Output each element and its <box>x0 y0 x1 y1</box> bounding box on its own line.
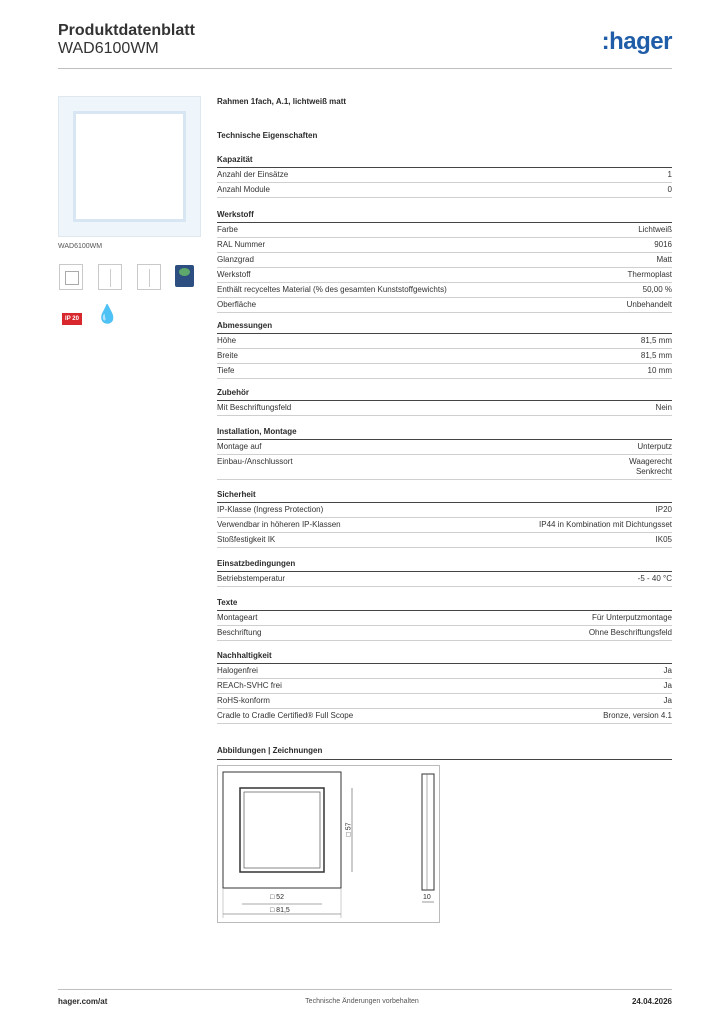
spec-value <box>629 457 672 477</box>
spec-section <box>217 321 672 379</box>
footer-website-link[interactable]: hager.com/at <box>58 997 108 1006</box>
spec-value <box>641 351 672 361</box>
drawings-heading: Abbildungen | Zeichnungen <box>217 746 323 755</box>
spec-value <box>638 574 672 584</box>
spec-value <box>664 666 672 676</box>
spec-value-text: IP20 <box>655 505 672 514</box>
spec-row <box>217 503 672 518</box>
spec-label: Cradle to Cradle Certified® Full Scope <box>217 711 354 720</box>
spec-row <box>217 253 672 268</box>
spec-value <box>656 535 672 545</box>
spec-value <box>641 336 672 346</box>
section-title: Werkstoff <box>217 210 672 223</box>
ecodesign-icon <box>175 265 194 287</box>
spec-section <box>217 210 672 313</box>
spec-label: Farbe <box>217 225 238 234</box>
spec-value-text: 81,5 mm <box>640 336 672 345</box>
spec-row <box>217 679 672 694</box>
spec-value <box>664 696 672 706</box>
section-title: Zubehör <box>217 388 672 401</box>
spec-value-text: Ja <box>663 666 672 675</box>
spec-section <box>217 598 672 641</box>
spec-value <box>539 520 672 530</box>
spec-label: Anzahl der Einsätze <box>217 170 289 179</box>
product-image-caption: WAD6100WM <box>58 243 103 250</box>
spec-row <box>217 298 672 313</box>
spec-value <box>638 225 672 235</box>
spec-value <box>648 366 672 376</box>
spec-label: Tiefe <box>217 366 235 375</box>
spec-label: REACh-SVHC frei <box>217 681 282 690</box>
spec-label: Glanzgrad <box>217 255 254 264</box>
spec-value-text: Nein <box>655 403 672 412</box>
spec-row <box>217 611 672 626</box>
document-title: Rahmen 1fach, A.1, lichtweiß matt <box>217 97 347 106</box>
spec-label: Enthält recyceltes Material (% des gesamten Kunststoffgewichts) <box>217 285 447 294</box>
dimension-inner: □ 52 <box>270 894 284 901</box>
dimension-depth: 10 <box>423 894 431 901</box>
spec-value-text: Unterputz <box>637 442 672 451</box>
spec-row <box>217 626 672 641</box>
spec-value <box>603 711 672 721</box>
dimension-height: □ 57 <box>345 822 353 837</box>
spec-value-text: Lichtweiß <box>638 225 672 234</box>
spec-label: Betriebstemperatur <box>217 574 286 583</box>
spec-label: Werkstoff <box>217 270 251 279</box>
spec-value-text: 0 <box>667 185 672 194</box>
page-title: Produktdatenblatt <box>58 22 195 39</box>
spec-value <box>654 240 672 250</box>
spec-label: Einbau-/Anschlussort <box>217 457 293 466</box>
spec-label: Montageart <box>217 613 258 622</box>
technical-properties-heading: Technische Eigenschaften <box>217 131 318 140</box>
spec-value <box>592 613 672 623</box>
hager-logo[interactable]: :hager <box>601 28 672 55</box>
spec-value <box>668 185 672 195</box>
water-drops-icon: 💧 <box>96 304 116 324</box>
spec-row <box>217 709 672 724</box>
spec-row <box>217 268 672 283</box>
frame-front-icon <box>59 264 83 290</box>
spec-row <box>217 334 672 349</box>
ip-rating-icon: IP 20 <box>62 313 82 325</box>
footer-disclaimer: Technische Änderungen vorbehalten <box>305 998 419 1005</box>
spec-value-text: 1 <box>667 170 672 179</box>
spec-value <box>656 255 672 265</box>
spec-value-text: IK05 <box>655 535 672 544</box>
spec-label: Mit Beschriftungsfeld <box>217 403 292 412</box>
model-number: WAD6100WM <box>58 40 159 57</box>
spec-value-text: 50,00 % <box>642 285 672 294</box>
spec-label: Halogenfrei <box>217 666 258 675</box>
spec-value <box>643 285 672 295</box>
spec-section <box>217 388 672 416</box>
section-title: Einsatzbedingungen <box>217 559 672 572</box>
spec-value-text: -5 - 40 °C <box>637 574 672 583</box>
spec-value-text: Ohne Beschriftungsfeld <box>588 628 672 637</box>
footer-divider <box>58 989 672 990</box>
spec-value-text: Für Unterputzmontage <box>591 613 672 622</box>
dimension-outer: □ 81,5 <box>270 907 290 914</box>
section-title: Abmessungen <box>217 321 672 334</box>
spec-value-text: 10 mm <box>647 366 672 375</box>
spec-value-text: Senkrecht <box>635 467 672 476</box>
frame-side-icon <box>98 264 122 290</box>
spec-value-text: IP44 in Kombination mit Dichtungsset <box>539 520 672 529</box>
spec-section <box>217 490 672 548</box>
product-image <box>58 96 201 237</box>
section-title: Kapazität <box>217 155 672 168</box>
spec-label: Stoßfestigkeit IK <box>217 535 276 544</box>
spec-value <box>664 681 672 691</box>
spec-value <box>627 300 672 310</box>
section-title: Installation, Montage <box>217 427 672 440</box>
spec-row <box>217 694 672 709</box>
section-title: Sicherheit <box>217 490 672 503</box>
spec-section <box>217 559 672 587</box>
spec-value <box>628 270 672 280</box>
footer-date: 24.04.2026 <box>631 997 672 1006</box>
spec-row <box>217 283 672 298</box>
spec-row <box>217 238 672 253</box>
spec-value-text: 9016 <box>654 240 672 249</box>
spec-value-text: Ja <box>663 681 672 690</box>
spec-row <box>217 572 672 587</box>
spec-value-text: Bronze, version 4.1 <box>603 711 672 720</box>
spec-value-text: Thermoplast <box>627 270 672 279</box>
technical-drawing <box>217 765 440 923</box>
spec-row <box>217 349 672 364</box>
spec-label: Höhe <box>217 336 237 345</box>
spec-section <box>217 427 672 480</box>
spec-label: Breite <box>217 351 238 360</box>
spec-value <box>589 628 672 638</box>
spec-row <box>217 455 672 480</box>
section-title: Texte <box>217 598 672 611</box>
spec-value <box>656 403 672 413</box>
spec-row <box>217 168 672 183</box>
spec-row <box>217 664 672 679</box>
spec-row <box>217 533 672 548</box>
spec-label: IP-Klasse (Ingress Protection) <box>217 505 324 514</box>
spec-label: Beschriftung <box>217 628 262 637</box>
spec-value <box>668 170 672 180</box>
spec-row <box>217 518 672 533</box>
spec-row <box>217 223 672 238</box>
header-divider <box>58 68 672 69</box>
spec-value-text: Ja <box>663 696 672 705</box>
drawings-divider <box>217 759 672 760</box>
spec-label: RAL Nummer <box>217 240 266 249</box>
spec-section <box>217 651 672 724</box>
spec-section <box>217 155 672 198</box>
frame-edge-icon <box>137 264 161 290</box>
spec-value-text: Unbehandelt <box>626 300 672 309</box>
spec-value <box>656 505 672 515</box>
spec-label: RoHS-konform <box>217 696 270 705</box>
spec-label: Verwendbar in höheren IP-Klassen <box>217 520 341 529</box>
spec-value-text: Matt <box>656 255 672 264</box>
spec-row <box>217 364 672 379</box>
spec-row <box>217 401 672 416</box>
section-title: Nachhaltigkeit <box>217 651 672 664</box>
spec-value-text: Waagerecht <box>629 457 672 466</box>
spec-label: Montage auf <box>217 442 262 451</box>
spec-value-text: 81,5 mm <box>640 351 672 360</box>
spec-label: Anzahl Module <box>217 185 270 194</box>
spec-label: Oberfläche <box>217 300 257 309</box>
spec-value <box>637 442 672 452</box>
spec-row <box>217 440 672 455</box>
spec-row <box>217 183 672 198</box>
